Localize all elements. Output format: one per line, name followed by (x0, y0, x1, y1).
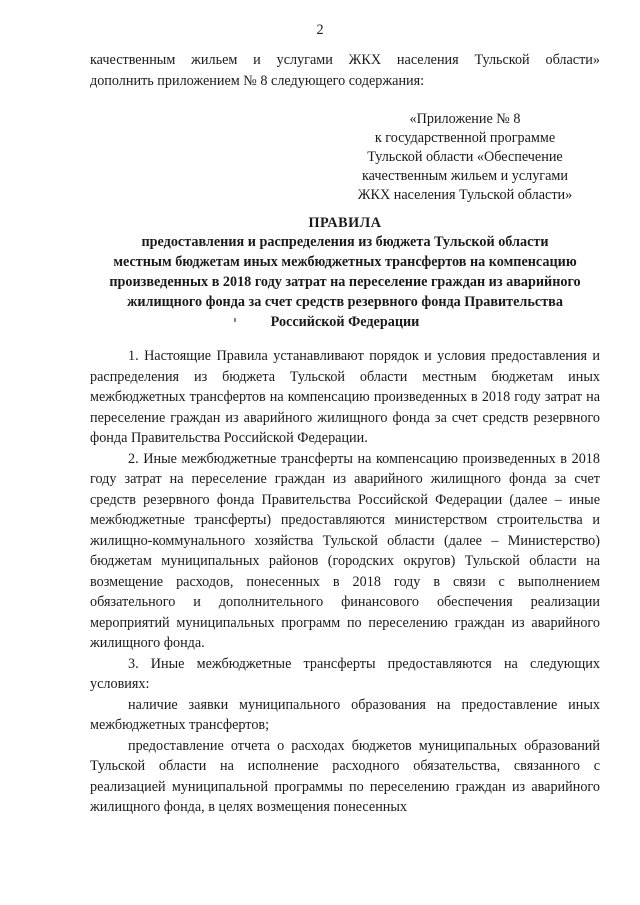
page-number: 2 (316, 22, 324, 38)
subtitle-line: жилищного фонда за счет средств резервного фонда Правительства (127, 294, 563, 310)
subtitle-line: Российской Федерации (270, 314, 420, 330)
intro-line: дополнить приложением № 8 следующего содержания: (90, 72, 425, 89)
appendix-line: ЖКХ населения Тульской области» (357, 187, 573, 203)
paragraph: наличие заявки муниципального образования на предоставление иных межбюджетных трансфертов; (90, 696, 600, 733)
paragraph: 3. Иные межбюджетные трансферты предоставляются на следующих условиях: (90, 655, 600, 692)
appendix-line: к государственной программе (374, 130, 556, 146)
paragraph: 1. Настоящие Правила устанавливают порядок и условия предоставления и распределения из бюджета Тульской области местным бюджетам иных межбюджетных трансфертов на компенсацию произведенных в 2018 году затрат на переселение граждан из аварийного жилищного фонда за счет средств резервного фонда Правительства Российской Федерации. (90, 348, 600, 446)
intro-line: качественным жильем и услугами ЖКХ населения Тульской области» (90, 52, 600, 68)
subtitle-line: произведенных в 2018 году затрат на переселение граждан из аварийного (109, 274, 581, 290)
rules-title: ПРАВИЛА (308, 215, 382, 231)
paragraph: 2. Иные межбюджетные трансферты на компенсацию произведенных в 2018 году затрат на переселение граждан из аварийного жилищного фонда за счет средств резервного фонда Правительства Российской Федерации (далее – иные межбюджетные трансферты) предоставляются министерством строительства и жилищно-коммунального хозяйства Тульской области (далее – Министерство) бюджетам муниципальных районов (городских округов) Тульской области на возмещение расходов, понесенных в 2018 году в связи с выполнением обязательного и дополнительного финансового обеспечения реализации мероприятий муниципальных программ по переселению граждан из аварийного жилищного фонда. (90, 450, 600, 651)
subtitle-line: предоставления и распределения из бюджета Тульской области (141, 234, 549, 250)
scan-mark (234, 318, 236, 322)
appendix-line: качественным жильем и услугами (361, 168, 568, 184)
rules-subtitle (90, 232, 600, 332)
appendix-line: Тульской области «Обеспечение (367, 149, 563, 165)
paragraph: предоставление отчета о расходах бюджетов муниципальных образований Тульской области на исполнение расходного обязательства, связанного с реализацией муниципальной программы по переселению граждан из аварийного жилищного фонда, в целях возмещения понесенных (90, 737, 600, 815)
intro-text (90, 50, 600, 91)
appendix-line: «Приложение № 8 (409, 111, 521, 127)
rules-body (90, 346, 600, 818)
appendix-heading (340, 110, 590, 205)
subtitle-line: местным бюджетам иных межбюджетных трансфертов на компенсацию (113, 254, 577, 270)
